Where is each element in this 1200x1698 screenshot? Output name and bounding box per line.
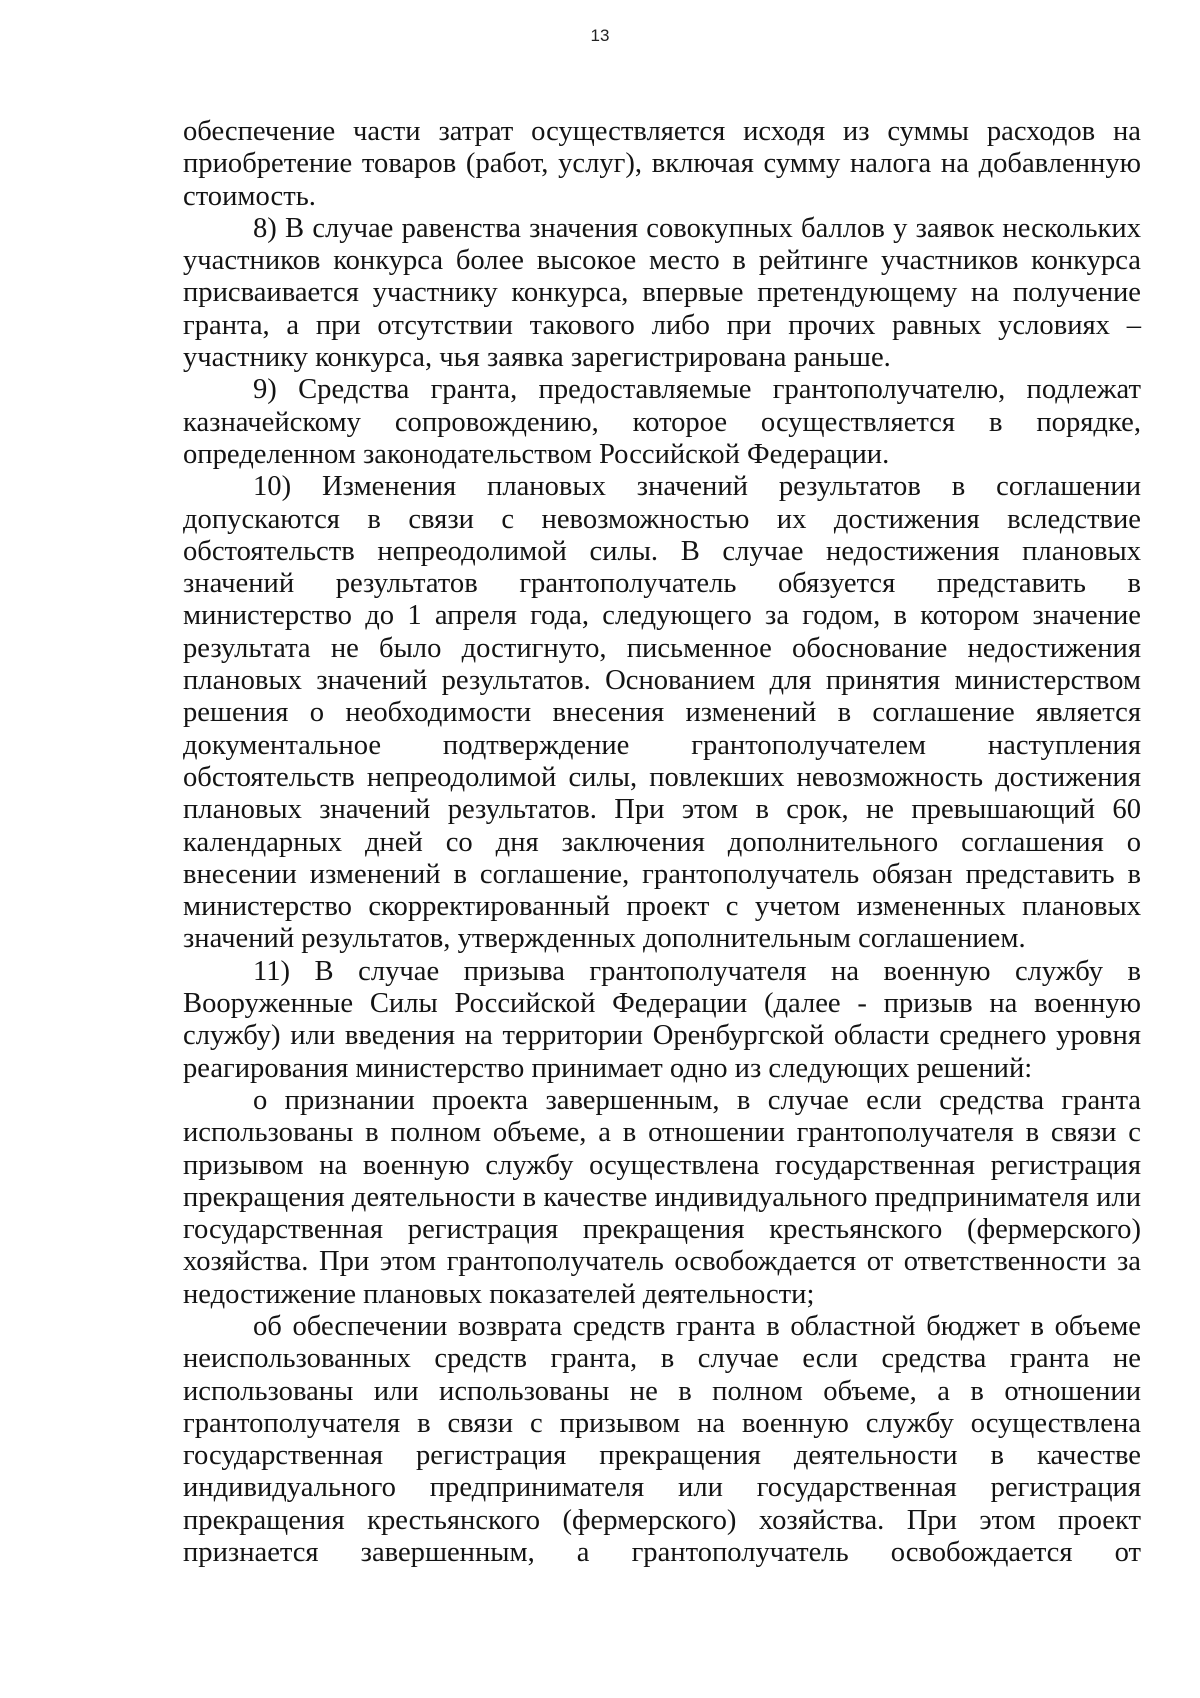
- paragraph-item-8: 8) В случае равенства значения совокупных баллов у заявок нескольких участников конкурса более высокое место в рейтинге участников конкурса присваивается участнику конкурса, впервые претендующему на получение гранта, а при отсутствии такового либо при прочих равных условиях – участнику конкурса, чья заявка зарегистрирована раньше.: [183, 212, 1141, 374]
- paragraph-decision-grant-return: об обеспечении возврата средств гранта в областной бюджет в объеме неиспользованных средств гранта, в случае если средства гранта не использованы или использованы не в полном объеме, а в отношении грантополучателя в связи с призывом на военную службу осуществлена государственная регистрация прекращения деятельности в качестве индивидуального предпринимателя или государственная регистрация прекращения крестьянского (фермерского) хозяйства. При этом проект признается завершенным, а грантополучатель освобождается от: [183, 1310, 1141, 1569]
- paragraph-item-9: 9) Средства гранта, предоставляемые грантополучателю, подлежат казначейскому сопровождению, которое осуществляется в порядке, определенном законодательством Российской Федерации.: [183, 374, 1141, 470]
- paragraph-decision-project-completed: о признании проекта завершенным, в случае если средства гранта использованы в полном объеме, а в отношении грантополучателя в связи с призывом на военную службу осуществлена государственная регистрация прекращения деятельности в качестве индивидуального предпринимателя или государственная регистрация прекращения крестьянского (фермерского) хозяйства. При этом грантополучатель освобождается от ответственности за недостижение плановых показателей деятельности;: [183, 1084, 1141, 1310]
- paragraph-item-11: 11) В случае призыва грантополучателя на военную службу в Вооруженные Силы Российской Федерации (далее - призыв на военную службу) или введения на территории Оренбургской области среднего уровня реагирования министерство принимает одно из следующих решений:: [183, 955, 1141, 1084]
- paragraph-continuation: обеспечение части затрат осуществляется исходя из суммы расходов на приобретение товаров (работ, услуг), включая сумму налога на добавленную стоимость.: [183, 116, 1141, 212]
- document-body: [183, 116, 1141, 1569]
- paragraph-item-10: 10) Изменения плановых значений результатов в соглашении допускаются в связи с невозможностью их достижения вследствие обстоятельств непреодолимой силы. В случае недостижения плановых значений результатов грантополучатель обязуется представить в министерство до 1 апреля года, следующего за годом, в котором значение результата не было достигнуто, письменное обоснование недостижения плановых значений результатов. Основанием для принятия министерством решения о необходимости внесения изменений в соглашение является документальное подтверждение грантополучателем наступления обстоятельств непреодолимой силы, повлекших невозможность достижения плановых значений результатов. При этом в срок, не превышающий 60 календарных дней со дня заключения дополнительного соглашения о внесении изменений в соглашение, грантополучатель обязан представить в министерство скорректированный проект с учетом измененных плановых значений результатов, утвержденных дополнительным соглашением.: [183, 471, 1141, 955]
- page-number: 13: [590, 26, 610, 45]
